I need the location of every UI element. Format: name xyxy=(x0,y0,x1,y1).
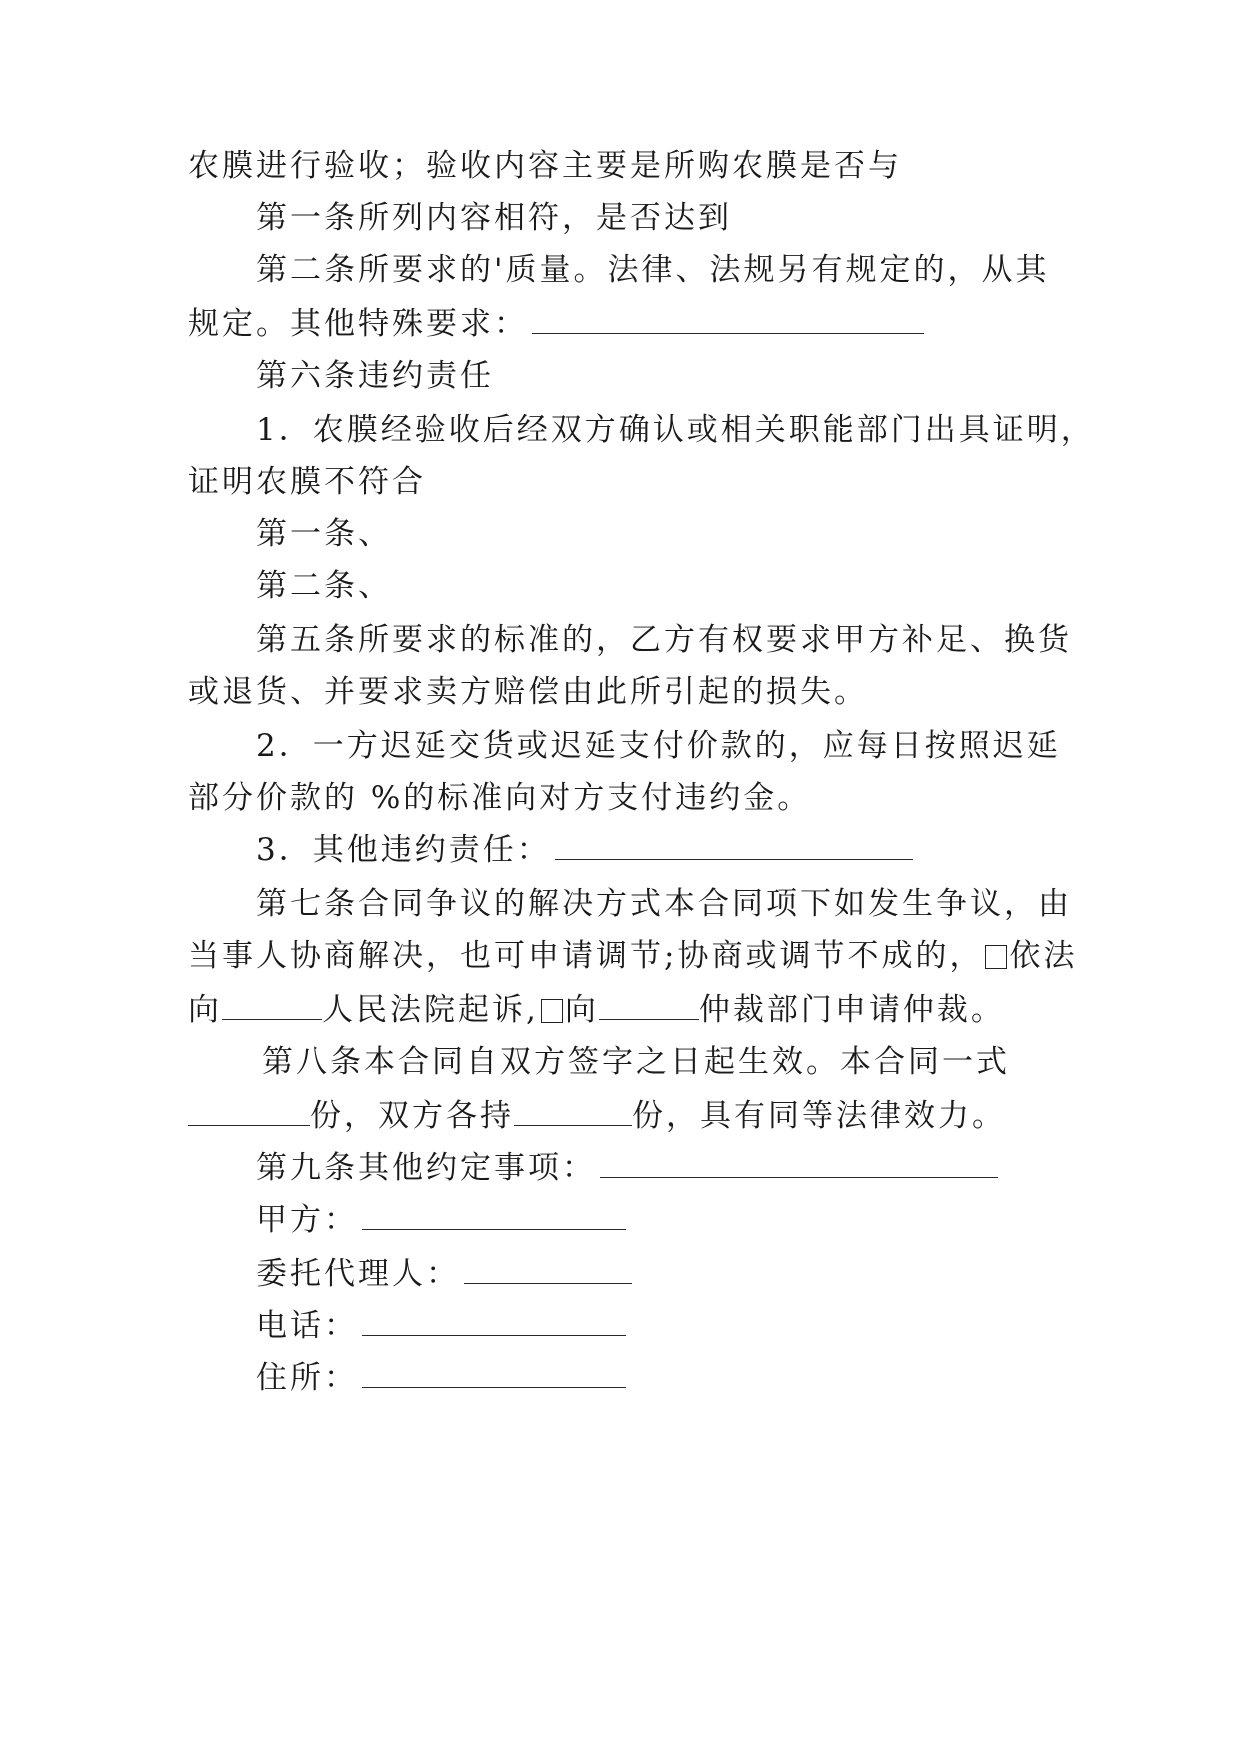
signature-field xyxy=(256,1200,626,1240)
fill-in-blank[interactable] xyxy=(555,833,913,860)
text-line xyxy=(188,1096,1006,1136)
text-line xyxy=(188,936,1077,976)
text-line xyxy=(256,1148,998,1188)
line-text: 1．农膜经验收后经双方确认或相关职能部门出具证明， xyxy=(256,412,1095,448)
line-text: 2．一方迟延交货或迟延支付价款的，应每日按照迟延 xyxy=(256,728,1061,764)
line-text: 或退货、并要求卖方赔偿由此所引起的损失。 xyxy=(188,674,868,710)
text-line xyxy=(256,514,392,554)
text-line xyxy=(256,726,1061,766)
text-line xyxy=(256,566,392,606)
text-line xyxy=(256,830,913,870)
field-label: 甲方： xyxy=(256,1202,358,1238)
fill-in-blank[interactable] xyxy=(532,307,924,334)
line-text: 第二条所要求的'质量。法律、法规另有规定的，从其 xyxy=(256,252,1050,288)
text-line xyxy=(256,250,1050,290)
signature-field xyxy=(256,1254,632,1294)
line-text: 向 xyxy=(564,992,599,1028)
line-text: 人民法院起诉, xyxy=(322,992,539,1028)
text-line xyxy=(188,778,811,818)
line-text: 仲裁部门申请仲裁。 xyxy=(698,992,1005,1028)
text-line xyxy=(188,672,868,712)
text-line xyxy=(188,990,1005,1030)
line-text: 证明农膜不符合 xyxy=(188,464,426,500)
line-text: 当事人协商解决，也可申请调节;协商或调节不成的， xyxy=(188,938,984,974)
signature-field xyxy=(256,1358,626,1398)
text-line xyxy=(256,198,732,238)
text-line xyxy=(256,884,1072,924)
line-text: 第五条所要求的标准的，乙方有权要求甲方补足、换货 xyxy=(256,622,1072,658)
fill-in-blank[interactable] xyxy=(362,1203,626,1230)
field-label: 电话： xyxy=(256,1308,358,1344)
text-line xyxy=(188,462,426,502)
line-text: 农膜进行验收；验收内容主要是所购农膜是否与 xyxy=(188,148,902,184)
fill-in-blank[interactable] xyxy=(222,993,322,1020)
line-text: 依法 xyxy=(1009,938,1078,974)
line-text: 第一条、 xyxy=(256,516,392,552)
line-text: 第一条所列内容相符，是否达到 xyxy=(256,200,732,236)
line-text: 第六条违约责任 xyxy=(256,358,494,394)
line-text: 第八条本合同自双方签字之日起生效。本合同一式 xyxy=(262,1044,1010,1080)
line-text: 份，双方各持 xyxy=(310,1098,514,1134)
text-line xyxy=(262,1042,1010,1082)
text-line xyxy=(256,410,1095,450)
signature-field xyxy=(256,1306,626,1346)
line-text: 第九条其他约定事项： xyxy=(256,1150,596,1186)
fill-in-blank[interactable] xyxy=(600,1151,998,1178)
text-line xyxy=(188,304,924,344)
text-line xyxy=(188,146,902,186)
fill-in-blank[interactable] xyxy=(362,1361,626,1388)
line-text: 3．其他违约责任： xyxy=(256,832,551,868)
line-text: 部分价款的 %的标准向对方支付违约金。 xyxy=(188,780,812,816)
field-label: 住所： xyxy=(256,1360,358,1396)
fill-in-blank[interactable] xyxy=(362,1309,626,1336)
fill-in-blank[interactable] xyxy=(464,1257,632,1284)
line-text: 向 xyxy=(188,992,222,1028)
checkbox[interactable] xyxy=(541,999,563,1023)
text-line xyxy=(256,620,1072,660)
line-text: 第七条合同争议的解决方式本合同项下如发生争议，由 xyxy=(256,886,1072,922)
fill-in-blank[interactable] xyxy=(514,1099,632,1126)
checkbox[interactable] xyxy=(985,945,1007,969)
fill-in-blank[interactable] xyxy=(599,993,699,1020)
section-heading xyxy=(256,356,494,396)
line-text: 份，具有同等法律效力。 xyxy=(632,1098,1006,1134)
fill-in-blank[interactable] xyxy=(188,1099,310,1126)
line-text: 规定。其他特殊要求： xyxy=(188,306,528,342)
line-text: 第二条、 xyxy=(256,568,392,604)
field-label: 委托代理人： xyxy=(256,1256,460,1292)
